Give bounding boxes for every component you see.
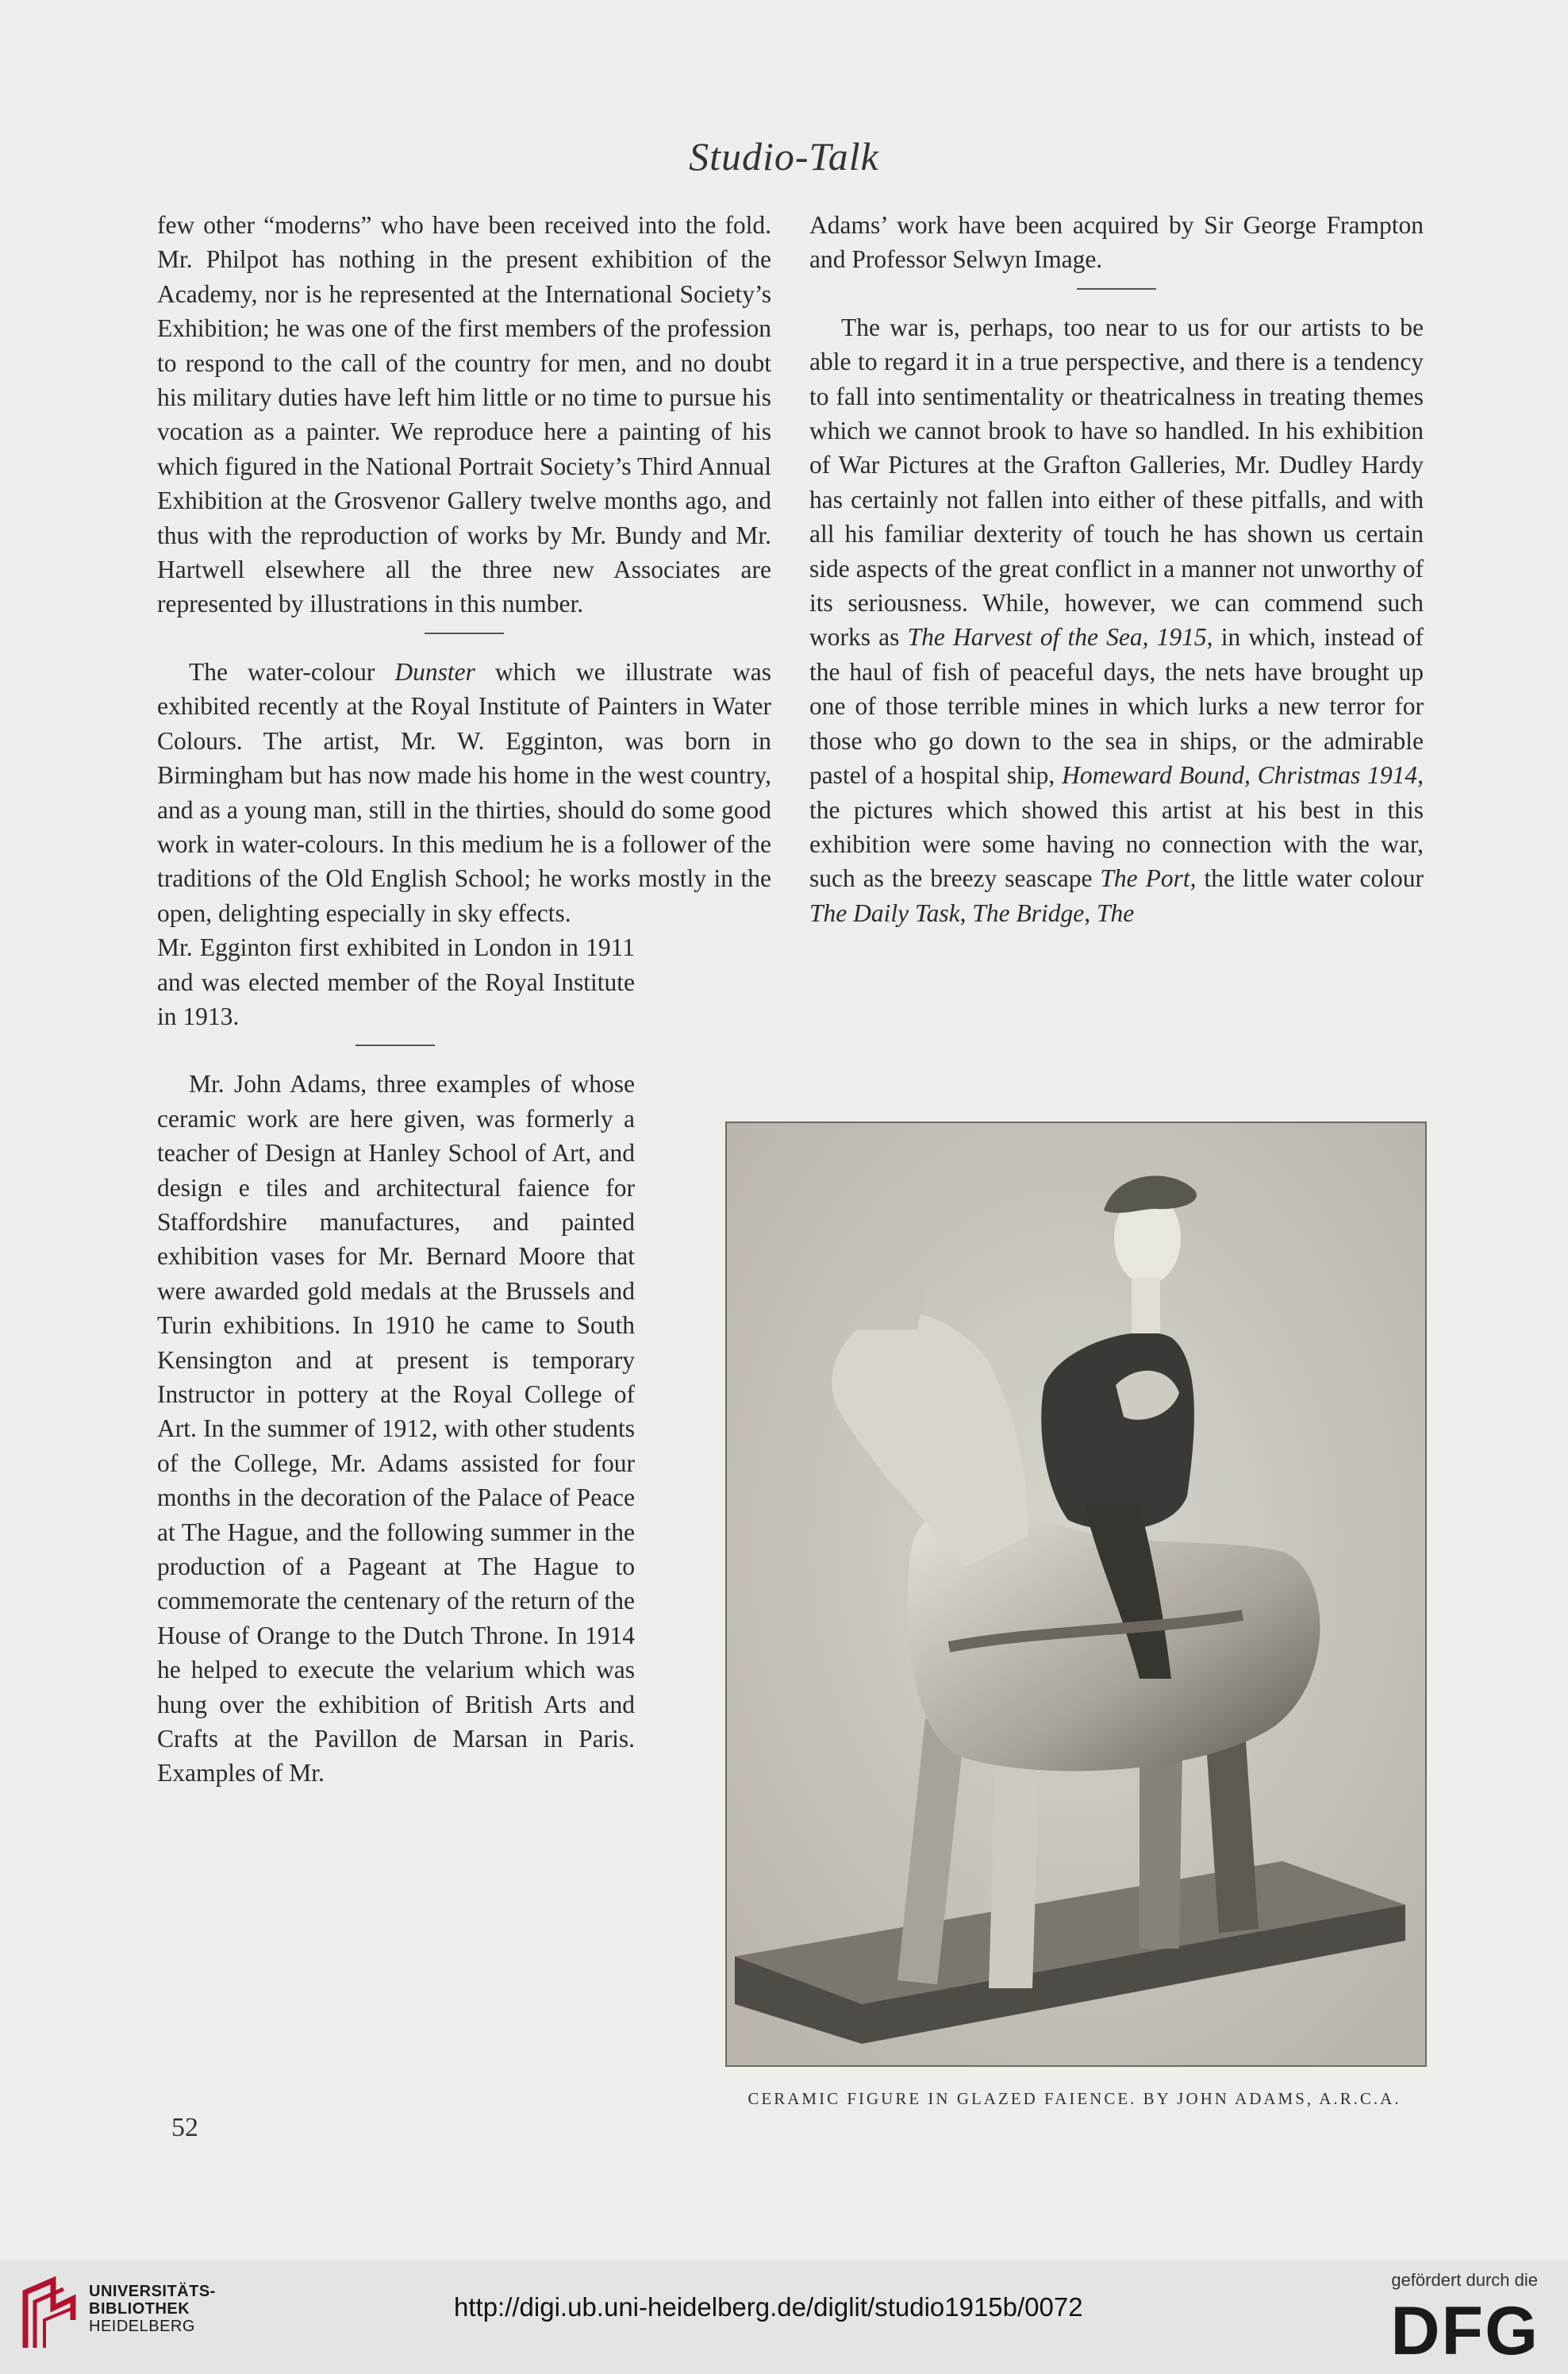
funding-note: gefördert durch die <box>1391 2270 1538 2290</box>
text-run: , <box>1084 898 1097 927</box>
artwork-title: Dunster <box>394 657 475 686</box>
section-rule <box>355 1045 435 1046</box>
heidelberg-library-icon <box>17 2276 81 2356</box>
artwork-title: The Bridge <box>972 898 1085 927</box>
text-run: , <box>959 898 973 927</box>
artwork-title: The Port <box>1100 864 1190 893</box>
figure-caption: CERAMIC FIGURE IN GLAZED FAIENCE. BY JOHN ADAMS, A.R.C.A. <box>747 2089 1401 2108</box>
text-run: The water-colour <box>189 657 395 686</box>
university-library-logo[interactable] <box>17 2276 81 2360</box>
library-name <box>89 2283 216 2335</box>
dfg-logo[interactable]: DFG <box>1390 2293 1539 2369</box>
left-paragraph-2-cont: Mr. Egginton first exhibited in London in 1911 and was elected member of the Royal Institute in 1913. <box>157 933 635 1030</box>
digitization-footer <box>0 2260 1568 2374</box>
section-rule <box>425 633 504 634</box>
right-paragraph-2 <box>809 310 1424 930</box>
artwork-title: Homeward Bound, Christmas 1914 <box>1062 761 1418 790</box>
library-name-line: BIBLIOTHEK <box>89 2300 190 2318</box>
right-paragraph-1: Adams’ work have been acquired by Sir George Frampton and Professor Selwyn Image. <box>809 211 1424 274</box>
source-url-link[interactable]: http://digi.ub.uni-heidelberg.de/diglit/studio1915b/0072 <box>454 2292 1083 2322</box>
library-name-line: HEIDELBERG <box>89 2318 195 2335</box>
text-run: , in which, instead of the haul of fish of peaceful days, the nets have brought up one of those terrible mines in which lurks a new terror for those who go down to the sea in ships, or the admirable pastel of a hospital ship, <box>809 623 1424 790</box>
running-head: Studio-Talk <box>689 134 879 179</box>
text-run: which we illustrate was exhibited recently at the Royal Institute of Painters in Water Colours. The artist, Mr. W. Egginton, was born in Birmingham but has now made his home in the west country, and as a young man, still in the thirties, should do some good work in water-colours. In this medium he is a follower of the traditions of the Old English School; he works mostly in the open, delighting especially in sky effects. <box>157 657 772 927</box>
page-number: 52 <box>171 2113 198 2142</box>
library-name-line: UNIVERSITÄTS- <box>89 2283 216 2300</box>
artwork-title: The <box>1096 898 1135 927</box>
horse-and-rider-sculpture <box>727 1123 1425 2065</box>
left-paragraph-3: Mr. John Adams, three examples of whose ceramic work are here given, was formerly a teacher of Design at Hanley School of Art, and design e tiles and architectural faience for Staffordshire manufactures, and painted exhibition vases for Mr. Bernard Moore that were awarded gold medals at the Brussels and Turin exhibitions. In 1910 he came to South Kensington and at present is temporary Instructor in pottery at the Royal College of Art. In the summer of 1912, with other students of the College, Mr. Adams assisted for four months in the decoration of the Palace of Peace at The Hague, and the following summer in the production of a Pageant at The Hague to commemorate the centenary of the return of the House of Orange to the Dutch Throne. In 1914 he helped to execute the velarium which was hung over the exhibition of British Arts and Crafts at the Pavillon de Marsan in Paris. Examples of Mr. <box>157 1070 635 1787</box>
left-paragraph-2 <box>157 655 771 930</box>
text-run: The war is, perhaps, too near to us for our artists to be able to regard it in a true perspective, and there is a tendency to fall into sentimentality or theatricalness in treating themes which we cannot brook to have so handled. In his exhibition of War Pictures at the Grafton Galleries, Mr. Dudley Hardy has certainly not fallen into either of these pitfalls, and with all his familiar dexterity of touch he has shown us certain side aspects of the great conflict in a manner not unworthy of its seriousness. While, however, we can commend such works as <box>809 313 1424 652</box>
artwork-title: The Harvest of the Sea, 1915 <box>907 623 1207 652</box>
left-paragraph-1: few other “moderns” who have been received into the fold. Mr. Philpot has nothing in the present exhibition of the Academy, nor is he represented at the International Society’s Exhibition; he was one of the first members of the profession to respond to the call of the country for men, and no doubt his military duties have left him little or no time to pursue his vocation as a painter. We reproduce here a painting of his which figured in the National Portrait Society’s Third Annual Exhibition at the Grosvenor Gallery twelve months ago, and thus with the reproduction of works by Mr. Bundy and Mr. Hartwell elsewhere all the three new Associates are represented by illustrations in this number. <box>157 211 771 618</box>
right-column <box>809 208 1424 930</box>
left-column <box>157 208 771 1791</box>
ceramic-figure-photo <box>725 1122 1427 2067</box>
text-run: , the little water colour <box>1189 864 1424 893</box>
section-rule <box>1077 288 1156 290</box>
text-run: , the pictures which showed this artist at his best in this exhibition were some having no connection with the war, such as the breezy seascape <box>809 761 1424 893</box>
artwork-title: The Daily Task <box>809 898 960 927</box>
